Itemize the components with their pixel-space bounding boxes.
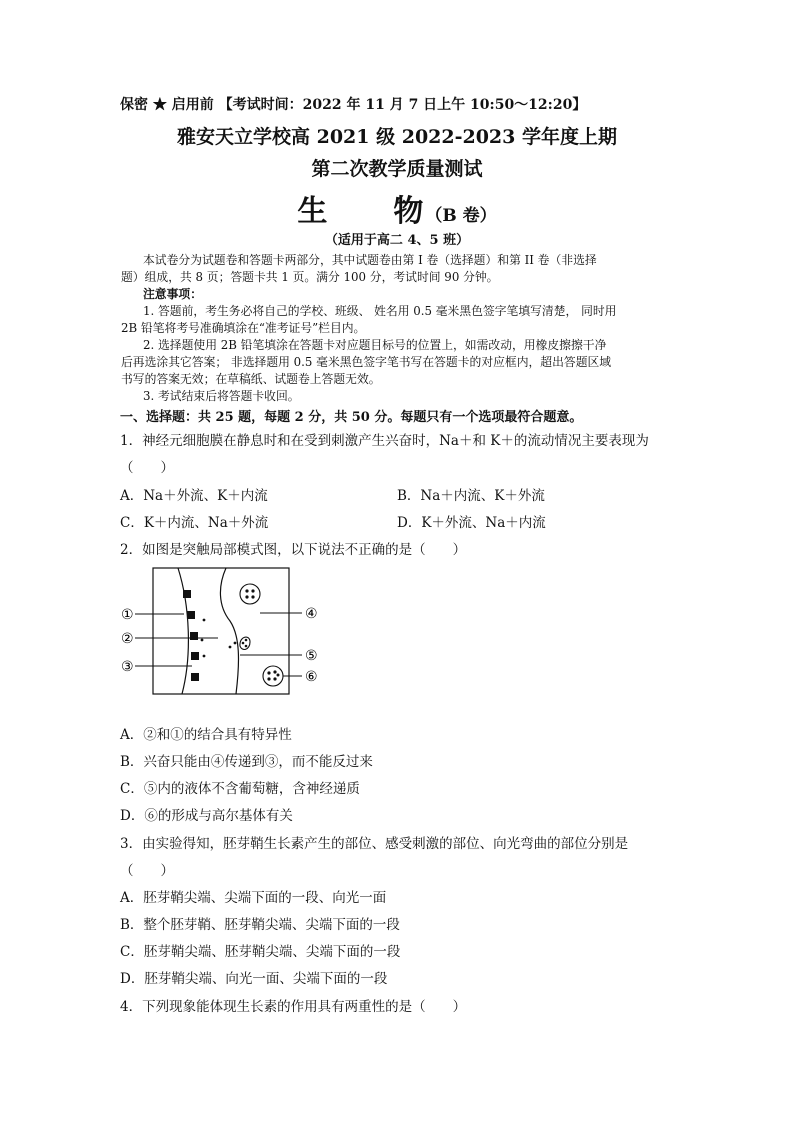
q1-blank: （ ） [120, 460, 174, 476]
notice-2c: 书写的答案无效；在草稿纸、试题卷上答题无效。 [121, 372, 381, 386]
q2-option-c: C．⑤内的液体不含葡萄糖，含神经递质 [120, 781, 360, 797]
q2-stem: 2．如图是突触局部模式图，以下说法不正确的是（ ） [120, 542, 467, 558]
subject-title [0, 186, 794, 230]
q1-stem: 1．神经元细胞膜在静息时和在受到刺激产生兴奋时，Na＋和 K＋的流动情况主要表现为 [120, 433, 649, 449]
q1-option-a: A．Na＋外流、K＋内流 [120, 488, 268, 504]
transmitter-dot [229, 646, 232, 649]
transmitter-dot [201, 639, 204, 642]
q3-option-a: A．胚芽鞘尖端、尖端下面的一段、向光一面 [120, 890, 387, 906]
vesicle-fusing [240, 637, 250, 649]
label-3: ③ [121, 659, 134, 675]
q1-option-c: C．K＋内流、Na＋外流 [120, 515, 269, 531]
synaptic-vesicle-4 [240, 584, 260, 604]
synaptic-vesicle-6 [263, 666, 283, 686]
presynaptic-membrane [178, 568, 188, 694]
subject-name: 生 物 [297, 194, 426, 229]
notice-2b: 后再选涂其它答案； 非选择题用 0.5 毫米黑色签字笔书写在答题卡的对应框内，超出答题区域 [121, 355, 612, 369]
label-4: ④ [305, 606, 318, 622]
notice-title: 注意事项： [143, 287, 202, 301]
q3-option-c: C．胚芽鞘尖端、胚芽鞘尖端、尖端下面的一段 [120, 944, 401, 960]
q1-option-d: D．K＋外流、Na＋内流 [397, 515, 546, 531]
q4-stem: 4．下列现象能体现生长素的作用具有两重性的是（ ） [120, 999, 467, 1015]
q3-stem: 3．由实验得知，胚芽鞘生长素产生的部位、感受刺激的部位、向光弯曲的部位分别是 [120, 836, 629, 852]
confidential-header: 保密 ★ 启用前 【考试时间：2022 年 11 月 7 日上午 10:50～12:20】 [120, 97, 587, 113]
section-1-heading: 一、选择题：共 25 题，每题 2 分，共 50 分。每题只有一个选项最符合题意。 [120, 410, 583, 425]
receptor-3 [190, 632, 198, 640]
notice-1b: 2B 铅笔将考号准确填涂在“准考证号”栏目内。 [121, 321, 366, 335]
q2-option-d: D．⑥的形成与高尔基体有关 [120, 808, 293, 824]
receptor-4 [191, 652, 199, 660]
notice-1a: 1. 答题前，考生务必将自己的学校、班级、 姓名用 0.5 毫米黑色签字笔填写清楚， 同时用 [143, 304, 617, 318]
label-1: ① [121, 607, 134, 623]
q3-blank: （ ） [120, 863, 174, 879]
postsynaptic-membrane [220, 568, 238, 694]
q2-option-a: A．②和①的结合具有特异性 [120, 727, 292, 743]
school-title: 雅安天立学校高 2021 级 2022-2023 学年度上期 [177, 126, 617, 148]
q2-option-b: B．兴奋只能由④传递到③，而不能反过来 [120, 754, 373, 770]
intro-line-1: 本试卷分为试题卷和答题卡两部分，其中试题卷由第 I 卷（选择题）和第 II 卷（非选择 [143, 253, 597, 267]
synapse-svg [118, 566, 326, 698]
notice-2a: 2. 选择题使用 2B 铅笔填涂在答题卡对应题目标号的位置上，如需改动，用橡皮擦擦干净 [143, 338, 607, 352]
q3-option-b: B．整个胚芽鞘、胚芽鞘尖端、尖端下面的一段 [120, 917, 400, 933]
label-5: ⑤ [305, 648, 318, 664]
receptor-1 [183, 590, 191, 598]
scope-note: （适用于高二 4、5 班） [324, 233, 470, 248]
notice-3: 3. 考试结束后将答题卡收回。 [143, 389, 300, 403]
receptor-5 [191, 673, 199, 681]
q3-option-d: D．胚芽鞘尖端、向光一面、尖端下面的一段 [120, 971, 388, 987]
exam-title: 第二次教学质量测试 [311, 158, 483, 180]
transmitter-dot [203, 655, 206, 658]
receptor-2 [187, 611, 195, 619]
synapse-diagram [118, 566, 326, 698]
label-6: ⑥ [305, 669, 318, 685]
label-2: ② [121, 631, 134, 647]
transmitter-dot [234, 642, 237, 645]
transmitter-dot [203, 619, 206, 622]
q1-option-b: B．Na＋内流、K＋外流 [397, 488, 545, 504]
intro-line-2: 题）组成，共 8 页；答题卡共 1 页。满分 100 分，考试时间 90 分钟。 [121, 270, 499, 284]
paper-version: （B 卷） [425, 206, 497, 226]
